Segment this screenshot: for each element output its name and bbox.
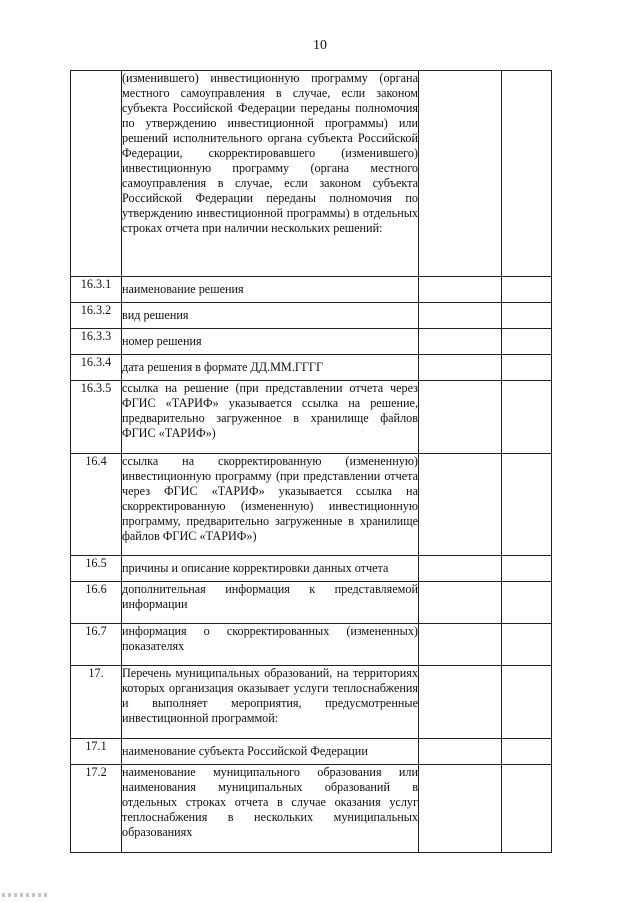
- row-description: дата решения в формате ДД.ММ.ГГГГ: [122, 355, 419, 381]
- table-row: [71, 381, 552, 454]
- row-number: 16.3.1: [71, 277, 122, 303]
- row-description: номер решения: [122, 329, 419, 355]
- table-row: [71, 556, 552, 582]
- row-number: 16.3.2: [71, 303, 122, 329]
- report-table: [70, 70, 552, 853]
- value-cell: [419, 355, 502, 381]
- value-cell: [419, 739, 502, 765]
- row-description: дополнительная информация к представляемой информации: [122, 582, 419, 624]
- extra-cell: [502, 582, 552, 624]
- row-description: вид решения: [122, 303, 419, 329]
- extra-cell: [502, 329, 552, 355]
- extra-cell: [502, 666, 552, 739]
- extra-cell: [502, 739, 552, 765]
- extra-cell: [502, 303, 552, 329]
- row-description: ссылка на решение (при представлении отчета через ФГИС «ТАРИФ» указывается ссылка на решение, предварительно загруженное в хранилище файлов ФГИС «ТАРИФ»): [122, 381, 419, 454]
- row-description: причины и описание корректировки данных отчета: [122, 556, 419, 582]
- extra-cell: [502, 454, 552, 556]
- extra-cell: [502, 277, 552, 303]
- extra-cell: [502, 765, 552, 853]
- value-cell: [419, 277, 502, 303]
- value-cell: [419, 381, 502, 454]
- value-cell: [419, 666, 502, 739]
- row-description: наименование муниципального образования или наименования муниципальных образований в отдельных строках отчета в случае оказания услуг теплоснабжения в нескольких муниципальных образованиях: [122, 765, 419, 853]
- row-number: [71, 71, 122, 277]
- value-cell: [419, 765, 502, 853]
- table-row: [71, 454, 552, 556]
- row-number: 16.7: [71, 624, 122, 666]
- row-description: наименование субъекта Российской Федерации: [122, 739, 419, 765]
- table-row: [71, 329, 552, 355]
- row-number: 16.6: [71, 582, 122, 624]
- row-description: информация о скорректированных (измененных) показателях: [122, 624, 419, 666]
- row-number: 17.2: [71, 765, 122, 853]
- row-number: 16.3.5: [71, 381, 122, 454]
- table-row: [71, 624, 552, 666]
- row-number: 17.1: [71, 739, 122, 765]
- value-cell: [419, 624, 502, 666]
- extra-cell: [502, 624, 552, 666]
- value-cell: [419, 71, 502, 277]
- value-cell: [419, 582, 502, 624]
- row-description: ссылка на скорректированную (измененную) инвестиционную программу (при представлении отчета через ФГИС «ТАРИФ» указывается ссылка на скорректированную (измененную) инвестиционную программу, предварительно загруженные в хранилище файлов ФГИС «ТАРИФ»): [122, 454, 419, 556]
- scan-artifact: [2, 893, 48, 897]
- extra-cell: [502, 71, 552, 277]
- table-row: [71, 582, 552, 624]
- extra-cell: [502, 355, 552, 381]
- table-row: [71, 666, 552, 739]
- value-cell: [419, 303, 502, 329]
- extra-cell: [502, 381, 552, 454]
- value-cell: [419, 329, 502, 355]
- row-number: 17.: [71, 666, 122, 739]
- row-number: 16.3.3: [71, 329, 122, 355]
- row-number: 16.4: [71, 454, 122, 556]
- value-cell: [419, 454, 502, 556]
- table-row: [71, 765, 552, 853]
- table-row: [71, 71, 552, 277]
- row-number: 16.3.4: [71, 355, 122, 381]
- page-number: 10: [313, 38, 327, 53]
- value-cell: [419, 556, 502, 582]
- row-number: 16.5: [71, 556, 122, 582]
- table-row: [71, 355, 552, 381]
- row-description: Перечень муниципальных образований, на территориях которых организация оказывает услуги теплоснабжения и выполняет мероприятия, предусмотренные инвестиционной программой:: [122, 666, 419, 739]
- table-row: [71, 277, 552, 303]
- table-row: [71, 739, 552, 765]
- extra-cell: [502, 556, 552, 582]
- row-description: наименование решения: [122, 277, 419, 303]
- table-row: [71, 303, 552, 329]
- row-description: (изменившего) инвестиционную программу (органа местного самоуправления в случае, если законом субъекта Российской Федерации переданы полномочия по утверждению инвестиционной программы) или решений исполнительного органа субъекта Российской Федерации, скорректировавшего (изменившего) инвестиционную программу (органа местного самоуправления в случае, если законом субъекта Российской Федерации переданы полномочия по утверждению инвестиционной программы) в отдельных строках отчета при наличии нескольких решений:: [122, 71, 419, 277]
